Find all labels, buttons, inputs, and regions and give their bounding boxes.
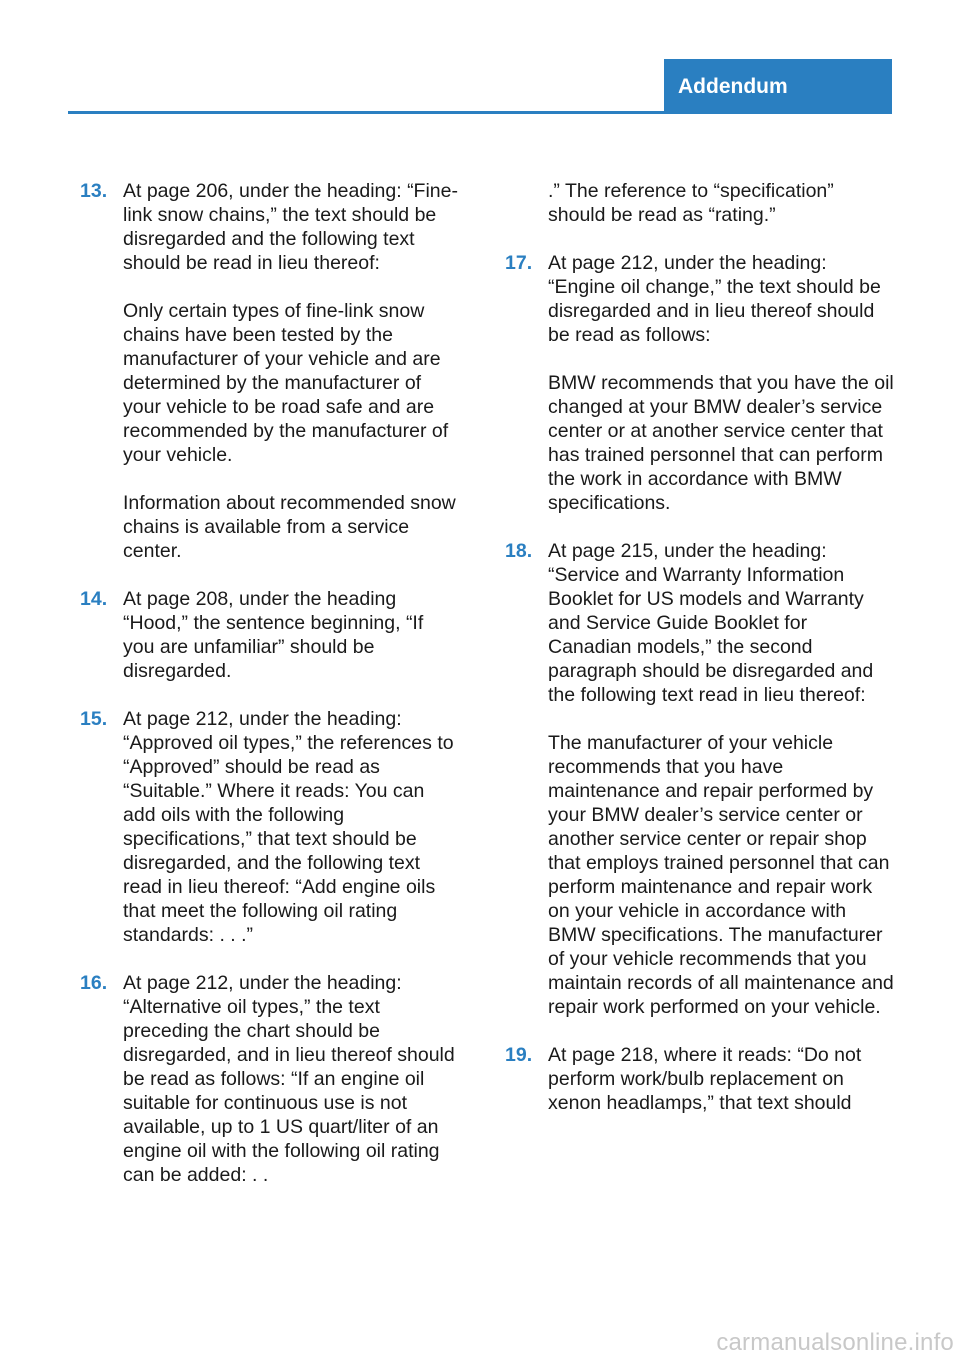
item-paragraph: Information about recommended snow chains is available from a service center.: [123, 492, 456, 562]
item-paragraph: At page 215, under the heading: “Service and Warranty Information Booklet for US models and Warranty and Service Guide Booklet for Canadian models,” the second paragraph should be disregarded and the following text read in lieu thereof:: [548, 540, 874, 706]
item-number: 16.: [80, 972, 108, 994]
list-item-19: [505, 1043, 895, 1115]
item-paragraph: At page 208, under the heading “Hood,” the sentence beginning, “If you are unfamiliar” should be disregarded.: [123, 588, 424, 682]
list-item-17: [505, 251, 895, 515]
item-paragraph: BMW recommends that you have the oil changed at your BMW dealer’s service center or at another service center that has trained personnel that can perform the work in accordance with BMW specifications.: [548, 372, 894, 514]
item-number: 18.: [505, 540, 533, 562]
list-item-16: [80, 971, 460, 1187]
item-paragraph: At page 206, under the heading: “Fine-link snow chains,” the text should be disregarded and the following text should be read in lieu thereof:: [123, 180, 458, 274]
list-item-15: [80, 707, 460, 947]
item-number: 13.: [80, 180, 108, 202]
item-number: 15.: [80, 708, 108, 730]
section-tab: Addendum: [664, 59, 892, 114]
item-paragraph: At page 218, where it reads: “Do not perform work/bulb replacement on xenon headlamps,” that text should: [548, 1044, 862, 1114]
item-number: 17.: [505, 252, 533, 274]
item-number: 19.: [505, 1044, 533, 1066]
item-paragraph: At page 212, under the heading: “Alternative oil types,” the text preceding the chart should be disregarded, and in lieu thereof should be read as follows: “If an engine oil suitable for continuous use is not available, up to 1 US quart/liter of an engine oil with the following oil rating can be added: . .: [123, 972, 455, 1186]
item-16-continuation: [505, 179, 895, 227]
item-paragraph: Only certain types of fine-link snow chains have been tested by the manufacturer of your vehicle and are determined by the manufacturer of your vehicle to be road safe and are recommended by the manufacturer of your vehicle.: [123, 300, 449, 466]
item-paragraph: At page 212, under the heading: “Engine oil change,” the text should be disregarded and in lieu thereof should be read as follows:: [548, 252, 881, 346]
item-paragraph: At page 212, under the heading: “Approved oil types,” the references to “Approved” should be read as “Suitable.” Where it reads: You can add oils with the following specifications,” that text should be disregarded, and the following text read in lieu thereof: “Add engine oils that meet the following oil rating standards: . . .”: [123, 708, 454, 946]
watermark: carmanualsonline.info: [716, 1329, 954, 1356]
left-column: [80, 179, 460, 1211]
item-paragraph: The manufacturer of your vehicle recommends that you have maintenance and repair performed by your BMW dealer’s service center or another service center or repair shop that employs trained personnel that can perform maintenance and repair work on your vehicle in accordance with BMW specifications. The manufacturer of your vehicle recommends that you maintain records of all maintenance and repair work performed on your vehicle.: [548, 732, 894, 1018]
list-item-14: [80, 587, 460, 683]
list-item-13: [80, 179, 460, 563]
item-paragraph: .” The reference to “specification” should be read as “rating.”: [548, 180, 834, 226]
item-number: 14.: [80, 588, 108, 610]
right-column: [505, 179, 895, 1139]
list-item-18: [505, 539, 895, 1019]
